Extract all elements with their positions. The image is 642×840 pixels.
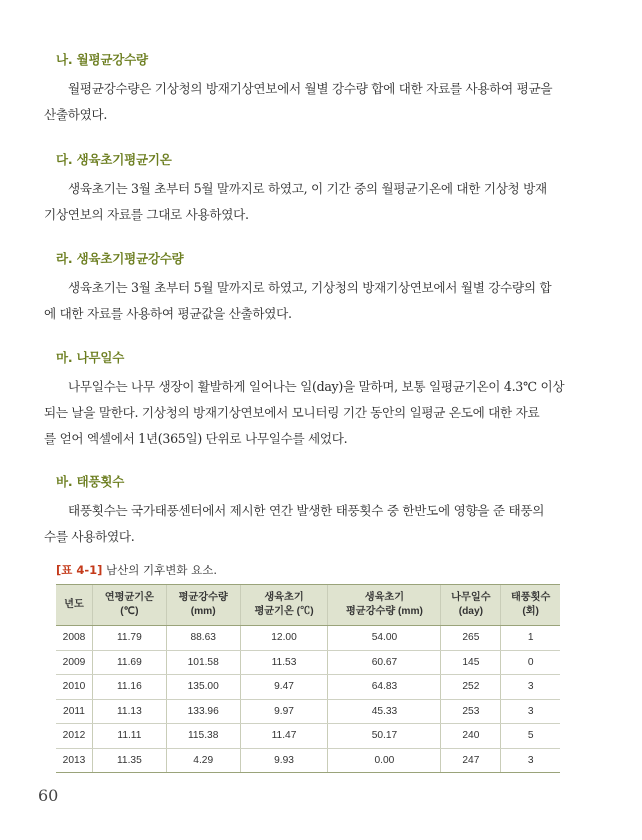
table-cell-early-growth-mean-temp: 11.53 [240,650,328,675]
column-header-early-growth-mean-temp [240,585,328,626]
table-caption-text: 남산의 기후변화 요소. [102,563,218,577]
table-cell-annual-mean-temp: 11.35 [93,748,167,773]
table-header-row [56,585,560,626]
table-cell-early-growth-mean-temp: 12.00 [240,626,328,651]
column-header-line: 생육초기 [264,592,304,603]
table-caption-tag: [표 4-1] [56,563,103,577]
table-row [56,748,560,773]
column-header-line: 평균강수량 [178,592,228,603]
table-cell-year: 2009 [56,650,93,675]
table-cell-year: 2013 [56,748,93,773]
table-cell-early-growth-mean-precip: 64.83 [328,675,441,700]
table-cell-tree-days: 265 [441,626,501,651]
table-cell-early-growth-mean-precip: 60.67 [328,650,441,675]
table-cell-typhoon-count: 5 [501,724,560,749]
column-header-tree-days [441,585,501,626]
section-paragraph: 월평균강수량은 기상청의 방재기상연보에서 월별 강수량 합에 대한 자료를 사용하여 평균을 산출하였다. [44,81,553,122]
column-header-unit: 평균강수량 (mm) [345,606,423,617]
table-row [56,675,560,700]
page-number: 60 [38,786,59,805]
table-body [56,626,560,773]
column-header-line: 년도 [64,599,84,610]
table-cell-typhoon-count: 3 [501,748,560,773]
section-heading: 나. 월평균강수량 [56,52,148,67]
section-heading: 라. 생육초기평균강수량 [56,251,184,266]
column-header-unit: (day) [458,606,484,617]
section-monthly-precipitation [44,50,596,128]
table-cell-typhoon-count: 3 [501,699,560,724]
column-header-annual-mean-temp [93,585,167,626]
column-header-line: 생육초기 [364,592,405,603]
column-header-unit: (℃) [120,606,139,617]
table-cell-early-growth-mean-temp: 11.47 [240,724,328,749]
column-header-line: 태풍횟수 [510,592,551,603]
climate-factors-table [56,584,560,773]
section-heading: 마. 나무일수 [56,350,125,365]
table-cell-mean-precipitation: 88.63 [166,626,240,651]
table-cell-early-growth-mean-precip: 50.17 [328,724,441,749]
table-row [56,699,560,724]
section-heading: 바. 태풍횟수 [56,474,125,489]
section-typhoon-count [44,472,596,550]
table-cell-mean-precipitation: 115.38 [166,724,240,749]
section-early-growth-temperature [44,150,596,228]
column-header-unit: (mm) [190,606,216,617]
table-row [56,626,560,651]
table-cell-year: 2010 [56,675,93,700]
column-header-mean-precipitation [166,585,240,626]
table-cell-annual-mean-temp: 11.79 [93,626,167,651]
table-cell-early-growth-mean-temp: 9.93 [240,748,328,773]
table-cell-tree-days: 252 [441,675,501,700]
table-cell-early-growth-mean-temp: 9.47 [240,675,328,700]
table-cell-early-growth-mean-precip: 45.33 [328,699,441,724]
table-cell-typhoon-count: 3 [501,675,560,700]
table-cell-tree-days: 247 [441,748,501,773]
table-cell-early-growth-mean-precip: 54.00 [328,626,441,651]
section-paragraph: 생육초기는 3월 초부터 5월 말까지로 하였고, 기상청의 방재기상연보에서 월별 강수량의 합 에 대한 자료를 사용하여 평균값을 산출하였다. [44,280,552,321]
table-cell-annual-mean-temp: 11.16 [93,675,167,700]
table-cell-tree-days: 240 [441,724,501,749]
table-cell-typhoon-count: 1 [501,626,560,651]
table-caption [56,562,217,578]
column-header-line: 연평균기온 [104,592,154,603]
column-header-year [56,585,93,626]
table-cell-annual-mean-temp: 11.69 [93,650,167,675]
section-paragraph: 나무일수는 나무 생장이 활발하게 일어나는 일(day)을 말하며, 보통 일평균기온이 4.3℃ 이상 되는 날을 말한다. 기상청의 방재기상연보에서 모니터링 기간 동안의 일평균 온도에 대한 자료 를 얻어 엑셀에서 1년(365일) 단위로 나무일수를 세었다. [44,379,565,446]
section-heading: 다. 생육초기평균기온 [56,152,172,167]
table-cell-mean-precipitation: 135.00 [166,675,240,700]
table-cell-mean-precipitation: 101.58 [166,650,240,675]
table-row [56,724,560,749]
section-paragraph: 태풍횟수는 국가태풍센터에서 제시한 연간 발생한 태풍횟수 중 한반도에 영향을 준 태풍의 수를 사용하였다. [44,503,545,544]
table-cell-year: 2012 [56,724,93,749]
column-header-early-growth-mean-precip [328,585,441,626]
table-cell-typhoon-count: 0 [501,650,560,675]
table-cell-tree-days: 145 [441,650,501,675]
table-cell-year: 2011 [56,699,93,724]
section-paragraph: 생육초기는 3월 초부터 5월 말까지로 하였고, 이 기간 중의 월평균기온에 대한 기상청 방재 기상연보의 자료를 그대로 사용하였다. [44,181,547,222]
section-tree-days [44,348,596,452]
table-cell-annual-mean-temp: 11.11 [93,724,167,749]
table-cell-mean-precipitation: 4.29 [166,748,240,773]
table-cell-mean-precipitation: 133.96 [166,699,240,724]
column-header-unit: 평균기온 (℃) [254,606,314,617]
column-header-typhoon-count [501,585,560,626]
column-header-unit: (회) [522,606,539,617]
column-header-line: 나무일수 [451,592,491,603]
section-early-growth-precipitation [44,249,596,327]
table-cell-early-growth-mean-precip: 0.00 [328,748,441,773]
table-row [56,650,560,675]
table-cell-year: 2008 [56,626,93,651]
table-cell-annual-mean-temp: 11.13 [93,699,167,724]
table-cell-early-growth-mean-temp: 9.97 [240,699,328,724]
table-cell-tree-days: 253 [441,699,501,724]
